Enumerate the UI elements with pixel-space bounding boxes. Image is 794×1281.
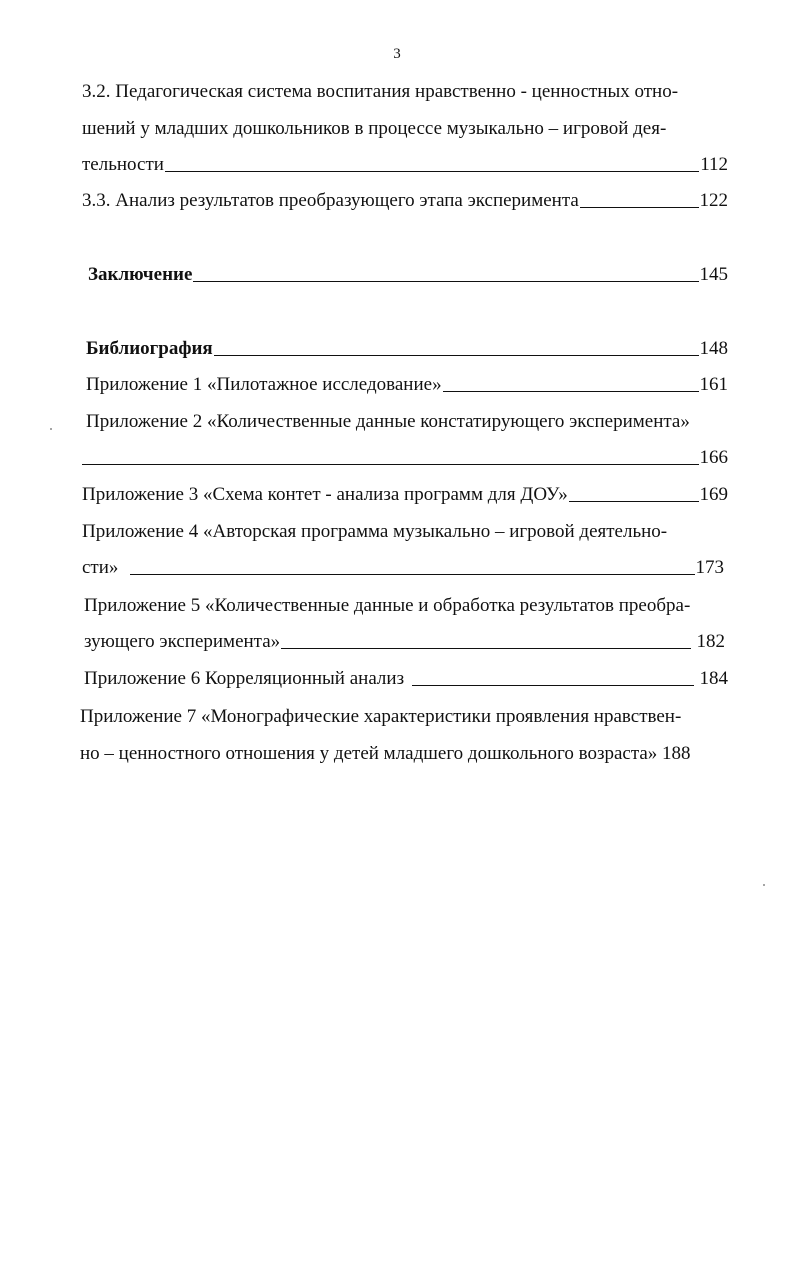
toc-entry-title-end: зующего эксперимента» [84,631,281,652]
dot-leader [193,281,698,282]
toc-entry-appendix-6 [84,665,728,693]
dot-leader [281,648,690,649]
toc-entry-title: Библиография [86,338,213,359]
scan-speck [763,884,765,886]
toc-entry-appendix-7-line-2: но – ценностного отношения у детей младшего дошкольного возраста» 188 [80,743,691,764]
toc-page-number: 184 [699,668,728,689]
toc-page-number: 122 [699,190,728,211]
toc-page-number: 169 [699,484,728,505]
dot-leader [443,391,699,392]
toc-entry-title: Заключение [88,264,193,285]
toc-entry-3-3 [82,187,728,215]
toc-entry-title: Приложение 1 «Пилотажное исследование» [86,374,442,395]
toc-entry-appendix-5-line-1: Приложение 5 «Количественные данные и обработка результатов преобра- [84,595,691,616]
toc-page-number: 145 [699,264,728,285]
scan-speck [50,428,52,430]
toc-entry-appendix-3 [82,481,728,509]
dot-leader [214,355,699,356]
toc-entry-appendix-1 [86,371,728,399]
toc-page-number: 148 [699,338,728,359]
toc-entry-conclusion [88,261,728,289]
toc-entry-appendix-7-line-1: Приложение 7 «Монографические характеристики проявления нравствен- [80,706,682,727]
toc-entry-title-end: сти» [82,557,119,578]
toc-page-number: 112 [700,154,728,175]
toc-entry-bibliography [86,335,728,363]
toc-entry-3-2-line-2: шений у младших дошкольников в процессе музыкально – игровой дея- [82,118,667,139]
toc-entry-appendix-4-line-2 [82,554,724,582]
toc-entry-3-2-line-1: 3.2. Педагогическая система воспитания нравственно - ценностных отно- [82,81,679,102]
toc-entry-title: 3.3. Анализ результатов преобразующего этапа эксперимента [82,190,579,211]
toc-page-number: 182 [696,631,725,652]
toc-entry-appendix-2-line-1: Приложение 2 «Количественные данные констатирующего эксперимента» [86,411,690,432]
toc-page-number: 161 [699,374,728,395]
toc-entry-appendix-2-line-2 [82,444,728,472]
toc-entry-title: Приложение 3 «Схема контет - анализа программ для ДОУ» [82,484,568,505]
toc-page-number: 166 [699,447,728,468]
dot-leader [165,171,699,172]
dot-leader [412,685,693,686]
toc-page-number: 173 [695,557,724,578]
toc-entry-appendix-4-line-1: Приложение 4 «Авторская программа музыкально – игровой деятельно- [82,521,668,542]
toc-entry-3-2-line-3 [82,151,728,179]
dot-leader [82,464,699,465]
dot-leader [130,574,694,575]
page-number: 3 [393,46,401,62]
toc-entry-title: Приложение 6 Корреляционный анализ [84,668,405,689]
toc-entry-appendix-5-line-2 [84,628,725,656]
dot-leader [569,501,699,502]
toc-entry-3-2-title-end: тельности [82,154,164,175]
dot-leader [580,207,699,208]
